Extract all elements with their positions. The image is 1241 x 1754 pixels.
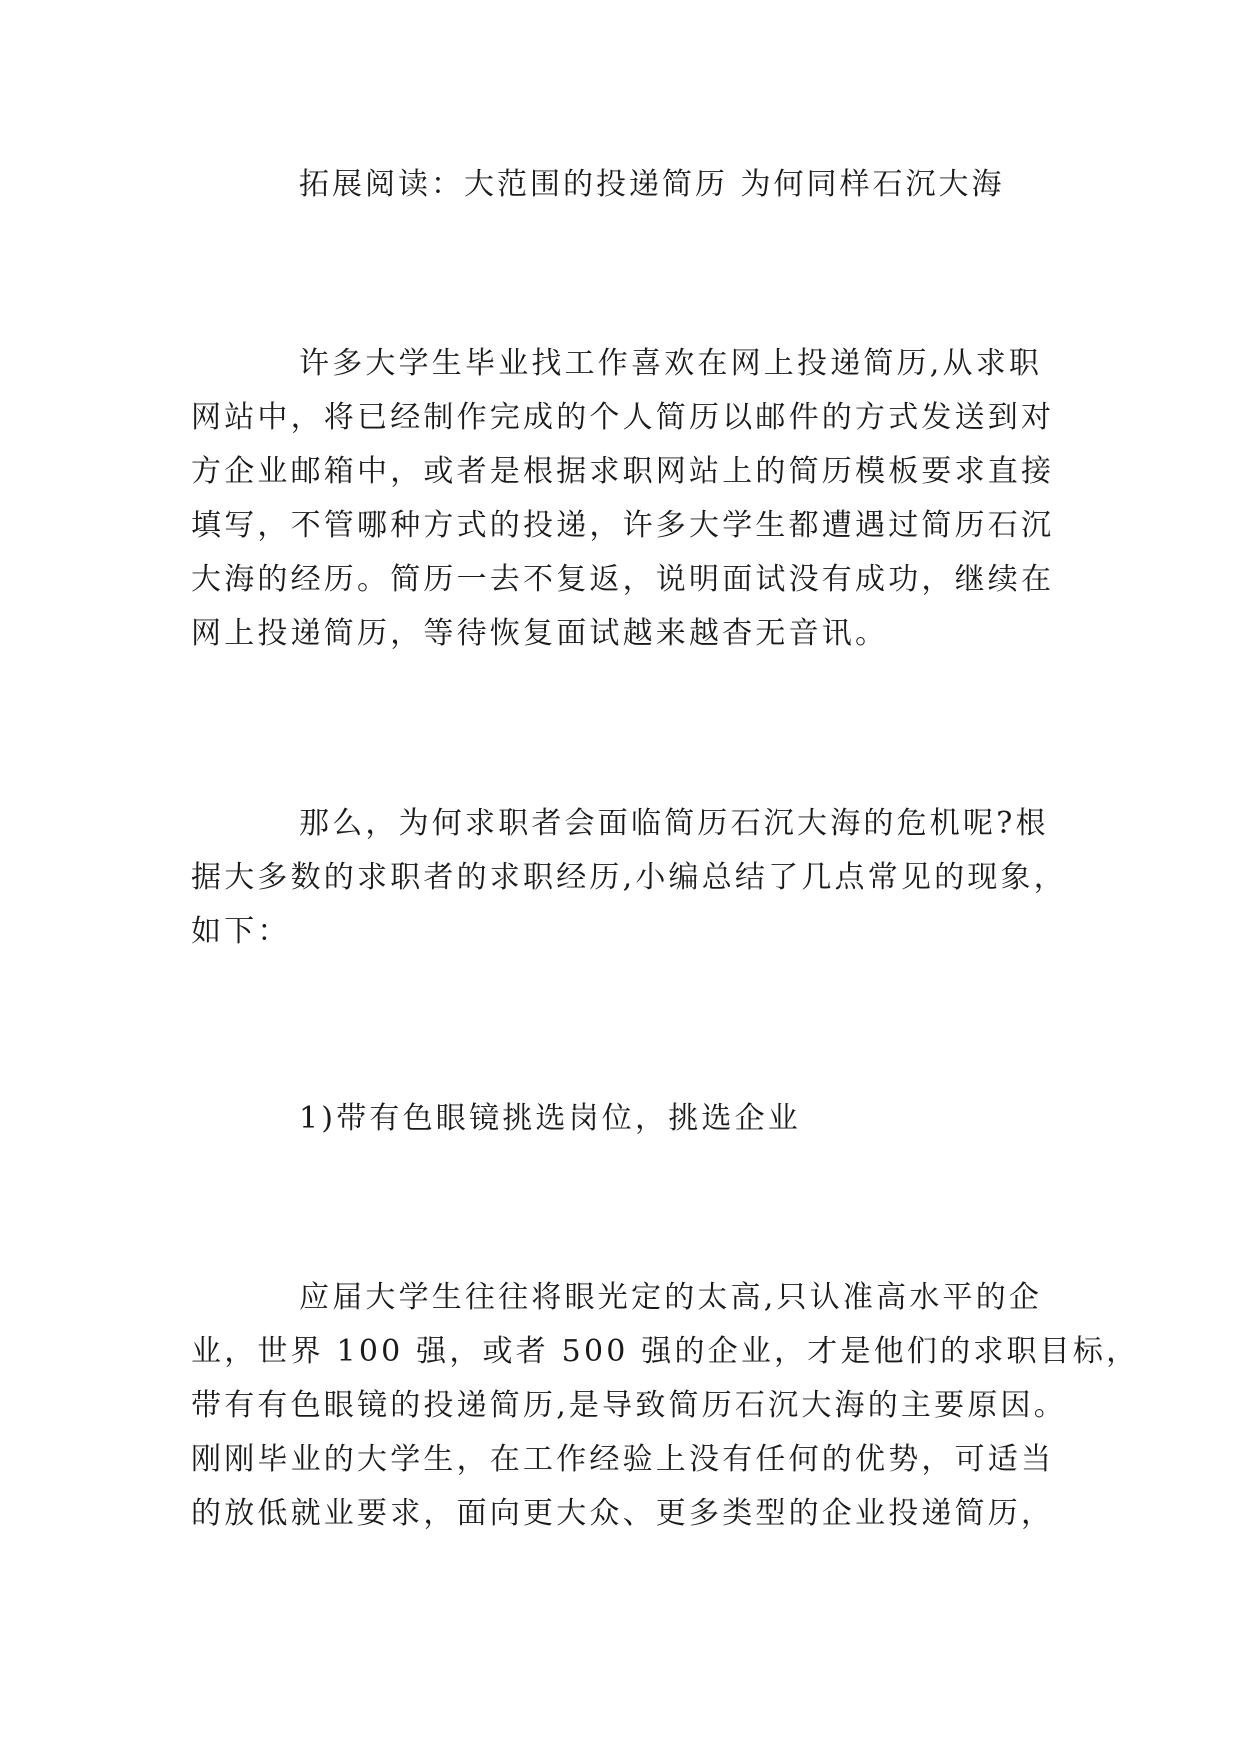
paragraph-line: 的放低就业要求，面向更大众、更多类型的企业投递简历， xyxy=(191,1496,1055,1531)
paragraph-line: 业，世界 100 强，或者 500 强的企业，才是他们的求职目标， xyxy=(191,1334,1140,1369)
section-heading-1 xyxy=(191,1092,1061,1146)
paragraph-line: 那么，为何求职者会面临简历石沉大海的危机呢?根 xyxy=(299,806,1049,841)
section-heading-line: 1)带有色眼镜挑选岗位，挑选企业 xyxy=(299,1101,801,1136)
paragraph-line: 方企业邮箱中，或者是根据求职网站上的简历模板要求直接 xyxy=(191,454,1055,489)
paragraph-high-expectations xyxy=(191,1271,1140,1541)
paragraph-line: 许多大学生毕业找工作喜欢在网上投递简历,从求职 xyxy=(299,346,1043,381)
paragraph-line: 网上投递简历，等待恢复面试越来越杳无音讯。 xyxy=(191,616,889,651)
paragraph-line: 网站中，将已经制作完成的个人简历以邮件的方式发送到对 xyxy=(191,400,1055,435)
paragraph-line: 据大多数的求职者的求职经历,小编总结了几点常见的现象， xyxy=(191,860,1067,895)
document-title: 拓展阅读：大范围的投递简历 为何同样石沉大海 xyxy=(299,167,1005,202)
paragraph-line: 应届大学生往往将眼光定的太高,只认准高水平的企 xyxy=(299,1280,1043,1315)
paragraph-line: 刚刚毕业的大学生，在工作经验上没有任何的优势，可适当 xyxy=(191,1442,1055,1477)
paragraph-online-resume xyxy=(191,337,1061,661)
paragraph-line: 填写，不管哪种方式的投递，许多大学生都遭遇过简历石沉 xyxy=(191,508,1055,543)
paragraph-line: 如下： xyxy=(191,914,291,949)
paragraph-line: 带有有色眼镜的投递简历,是导致简历石沉大海的主要原因。 xyxy=(191,1388,1067,1423)
paragraph-reasons-intro xyxy=(191,797,1067,959)
paragraph-line: 大海的经历。简历一去不复返，说明面试没有成功，继续在 xyxy=(191,562,1055,597)
